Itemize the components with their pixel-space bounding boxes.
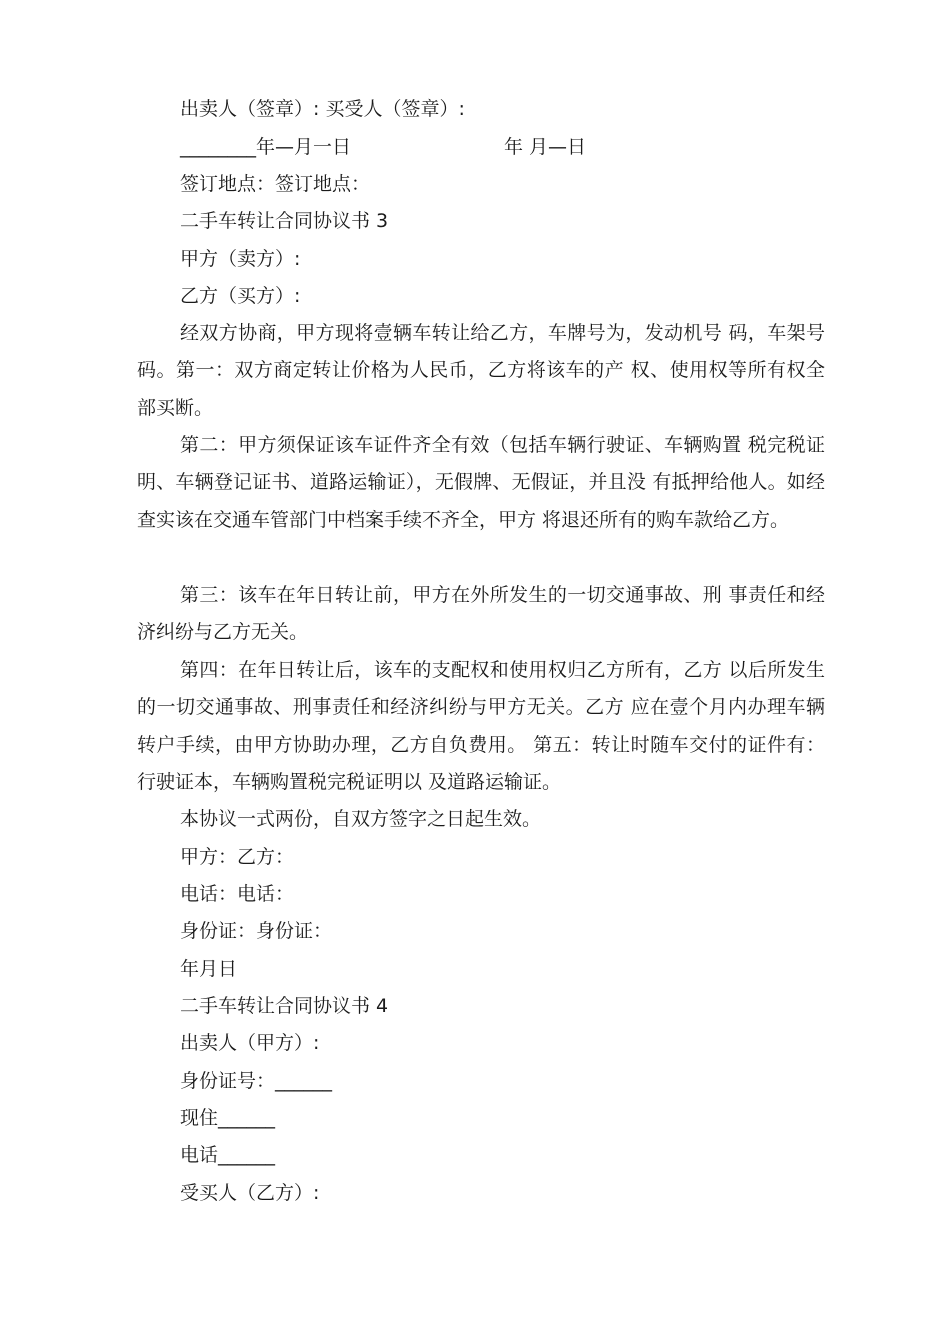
id-card-line: 身份证：身份证：	[180, 920, 333, 942]
clause-paragraph-2: 第二：甲方须保证该车证件齐全有效（包括车辆行驶证、车辆购置 税完税证明、车辆登记证书、道路运输证），无假牌、无假证，并且没 有抵押给他人。如经查实该在交通车管部门中档案手续不齐全，甲方 将退还所有的购车款给乙方。	[137, 434, 825, 531]
seller-line: 出卖人（甲方）:	[180, 1032, 320, 1054]
seller-address-line: 现住______	[180, 1107, 276, 1129]
signing-place-line: 签订地点：签订地点：	[180, 173, 371, 195]
date-right: 年 月—日	[504, 136, 587, 158]
seller-id-line: 身份证号：______	[180, 1070, 333, 1092]
party-b-buyer: 乙方（买方）:	[180, 285, 301, 307]
section-title-4: 二手车转让合同协议书 4	[180, 995, 389, 1017]
clause-paragraph-3: 第三：该车在年日转让前，甲方在外所发生的一切交通事故、刑 事责任和经济纠纷与乙方无关。	[137, 584, 825, 644]
phone-line: 电话：电话：	[180, 883, 295, 905]
party-a-seller: 甲方（卖方）:	[180, 248, 301, 270]
seller-phone-line: 电话______	[180, 1144, 276, 1166]
clause-paragraph-1: 经双方协商，甲方现将壹辆车转让给乙方，车牌号为，发动机号 码，车架号码。第一：双方商定转让价格为人民币，乙方将该车的产 权、使用权等所有权全部买断。	[137, 322, 825, 419]
effect-line: 本协议一式两份，自双方签字之日起生效。	[180, 808, 542, 830]
clause-paragraph-4: 第四：在年日转让后，该车的支配权和使用权归乙方所有，乙方 以后所发生的一切交通事故、刑事责任和经济纠纷与甲方无关。乙方 应在壹个月内办理车辆转户手续，由甲方协助办理，乙方自负费用。 第五：转让时随车交付的证件有：行驶证本，车辆购置税完税证明以 及道路运输证。	[137, 659, 825, 794]
date-left: ________年—月一日	[180, 136, 352, 158]
section-title-3: 二手车转让合同协议书 3	[180, 210, 389, 232]
parties-line: 甲方：乙方：	[180, 846, 295, 868]
signature-line: 出卖人（签章）: 买受人（签章）:	[180, 98, 465, 120]
date-line: 年月日	[180, 958, 238, 980]
buyer-line: 受买人（乙方）:	[180, 1182, 320, 1204]
